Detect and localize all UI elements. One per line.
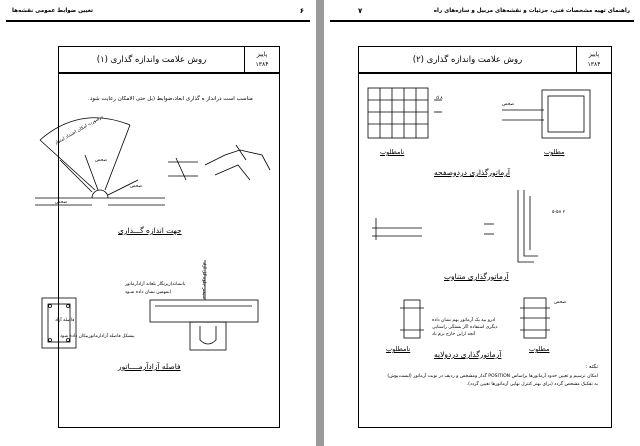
- right-page: [324, 0, 640, 446]
- section-plan: آرماتورگذاری دردوصفحه: [434, 168, 511, 177]
- left-box-title: روش علامت واندازه گذاری (۱): [96, 55, 207, 65]
- left-page-number: ۶: [299, 7, 304, 15]
- ann-c: ۲ ۵-۵e: [552, 210, 566, 215]
- bad-label-2: نامطلوب: [386, 345, 411, 353]
- right-page-number: ۷: [358, 7, 363, 15]
- ann-g: ضحص: [554, 300, 567, 305]
- section-variable: آرماتورگذاری متناوب: [444, 272, 509, 281]
- ann-dim-1: ضحص: [55, 200, 68, 205]
- beam-section: [150, 300, 258, 322]
- bad-label: نامطلوب: [380, 148, 405, 156]
- ann-dim-3: ضحص: [95, 158, 108, 163]
- left-edition-year: ۱۳۸۴: [255, 61, 269, 68]
- ann-a: ۸ d: [436, 96, 443, 101]
- good-label-2: مطلوب: [529, 345, 550, 353]
- right-header-title: راهنمای تهیه مشخصات فنی، جزئیات و نقشه‌های مربیل و سازه‌های راه: [433, 8, 630, 14]
- ann-f: آنجه اراین خارج نرم باد: [432, 332, 476, 337]
- ann-cover-3: فاصله آزاد: [55, 318, 75, 323]
- right-edition-year: ۱۳۸۴: [587, 61, 601, 68]
- ann-e: دیگری استفاده اگر بستگی راستایی: [432, 325, 498, 330]
- note-line-2: به تفکیک مشخص گردد (برای بهتر کنترل نهایی آرماتورها تعیین گردد).: [466, 382, 598, 387]
- left-header-title: تعیین ضوابط عمومی نقشه‌ها: [12, 8, 94, 14]
- ann-arc: درصورت امکان اضنداد امتداد: [54, 114, 105, 147]
- right-edition-label: پاییز: [588, 51, 600, 58]
- note-title: نکته :: [585, 364, 598, 370]
- column-section: [42, 298, 76, 348]
- ann-cover-1: بانشانه(زیرنگار بلعانه آزادآرماتور: [125, 282, 186, 287]
- ann-b: ضحص: [502, 102, 515, 107]
- good-label: مطلوب: [544, 148, 565, 156]
- rebar-figures: [324, 0, 640, 446]
- ann-cover-2: (بمهمین نشان داده شـود: [125, 290, 172, 295]
- page-gutter: [316, 0, 324, 446]
- left-page: [0, 0, 316, 446]
- direction-caption: جهت اندازه گـــذاری: [118, 226, 182, 235]
- ann-vertical: شیمتر جلوه گل آزاد: [201, 262, 206, 300]
- cover-caption: فاصله آزادآرمــــاتور: [118, 362, 181, 371]
- note-line-1: امکان ترسیم و تعیین حدود آرماتورها براساس POSITION گذار ومشخص و ردیف در نوبت آرماتور (لیست‌پوش): [387, 374, 598, 379]
- section-double: آرماتورگذاری دردولایه: [434, 350, 502, 359]
- ann-dim-2: ضحص: [130, 184, 143, 189]
- left-intro: مناسب است درانداز ه گذاری ابعاد،ضوابط (بل حتی الامکان رعایت شود.: [88, 96, 253, 102]
- left-edition-label: پاییز: [256, 51, 268, 58]
- ann-cover-4: بیشکل فاصله آزادارماتوربیکان داده شود: [60, 334, 135, 339]
- cover-figure: [0, 0, 316, 446]
- ann-d: ادرو بیه یک آرماتور بهم نشان داده: [432, 318, 496, 323]
- right-box-title: روش علامت واندازه گذاری (۲): [412, 55, 523, 65]
